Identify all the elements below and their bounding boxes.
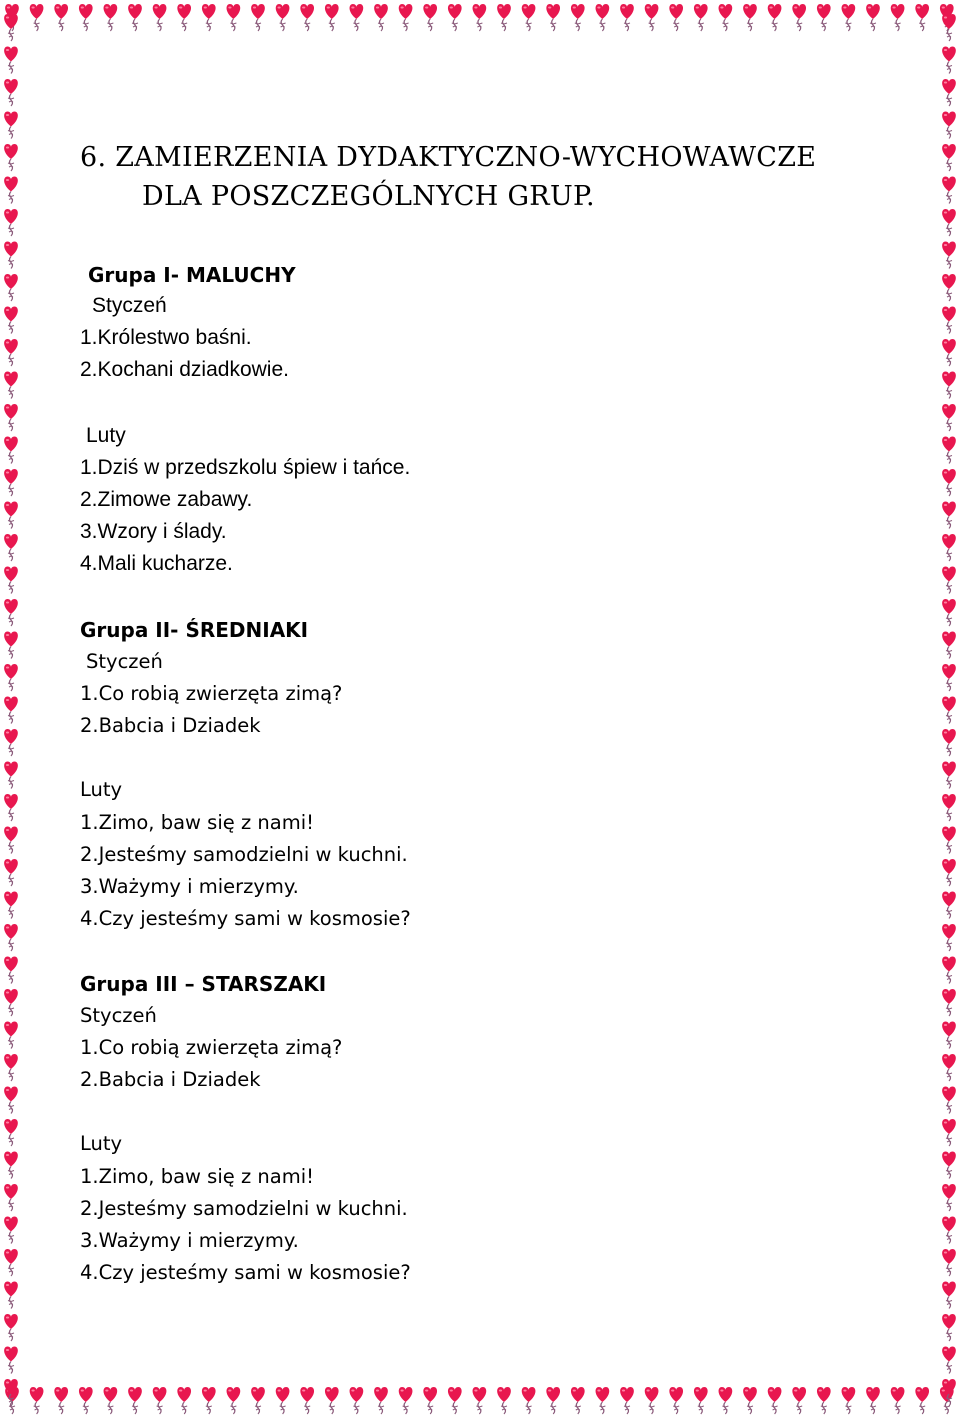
group-2-heading: Grupa II- ŚREDNIAKI [80, 618, 309, 642]
list-item: 2.Babcia i Dziadek [80, 714, 261, 737]
group-1-month-january: Styczeń [92, 294, 167, 317]
group-2-month-february: Luty [80, 778, 123, 801]
group-1-heading: Grupa I- MALUCHY [88, 263, 296, 287]
list-item: 2.Zimowe zabawy. [80, 488, 253, 511]
group-2-month-january: Styczeń [86, 650, 163, 673]
list-item: 2.Jesteśmy samodzielni w kuchni. [80, 1197, 408, 1220]
list-item: 2.Babcia i Dziadek [80, 1068, 261, 1091]
page-title-line-1: 6. ZAMIERZENIA DYDAKTYCZNO-WYCHOWAWCZE [80, 142, 817, 173]
group-1-month-february: Luty [86, 424, 126, 447]
list-item: 2.Jesteśmy samodzielni w kuchni. [80, 843, 408, 866]
list-item: 1.Zimo, baw się z nami! [80, 1165, 314, 1188]
group-3-month-january: Styczeń [80, 1004, 157, 1027]
list-item: 3.Ważymy i mierzymy. [80, 875, 299, 898]
page-title-line-2: DLA POSZCZEGÓLNYCH GRUP. [142, 181, 595, 212]
list-item: 4.Czy jesteśmy sami w kosmosie? [80, 907, 411, 930]
list-item: 1.Co robią zwierzęta zimą? [80, 1036, 343, 1059]
list-item: 1.Królestwo baśni. [80, 326, 252, 349]
list-item: 4.Czy jesteśmy sami w kosmosie? [80, 1261, 411, 1284]
list-item: 1.Dziś w przedszkolu śpiew i tańce. [80, 456, 411, 479]
group-3-month-february: Luty [80, 1132, 123, 1155]
group-3-heading: Grupa III – STARSZAKI [80, 972, 327, 996]
list-item: 2.Kochani dziadkowie. [80, 358, 289, 381]
list-item: 4.Mali kucharze. [80, 552, 233, 575]
list-item: 1.Co robią zwierzęta zimą? [80, 682, 343, 705]
list-item: 3.Ważymy i mierzymy. [80, 1229, 299, 1252]
list-item: 3.Wzory i ślady. [80, 520, 227, 543]
list-item: 1.Zimo, baw się z nami! [80, 811, 314, 834]
